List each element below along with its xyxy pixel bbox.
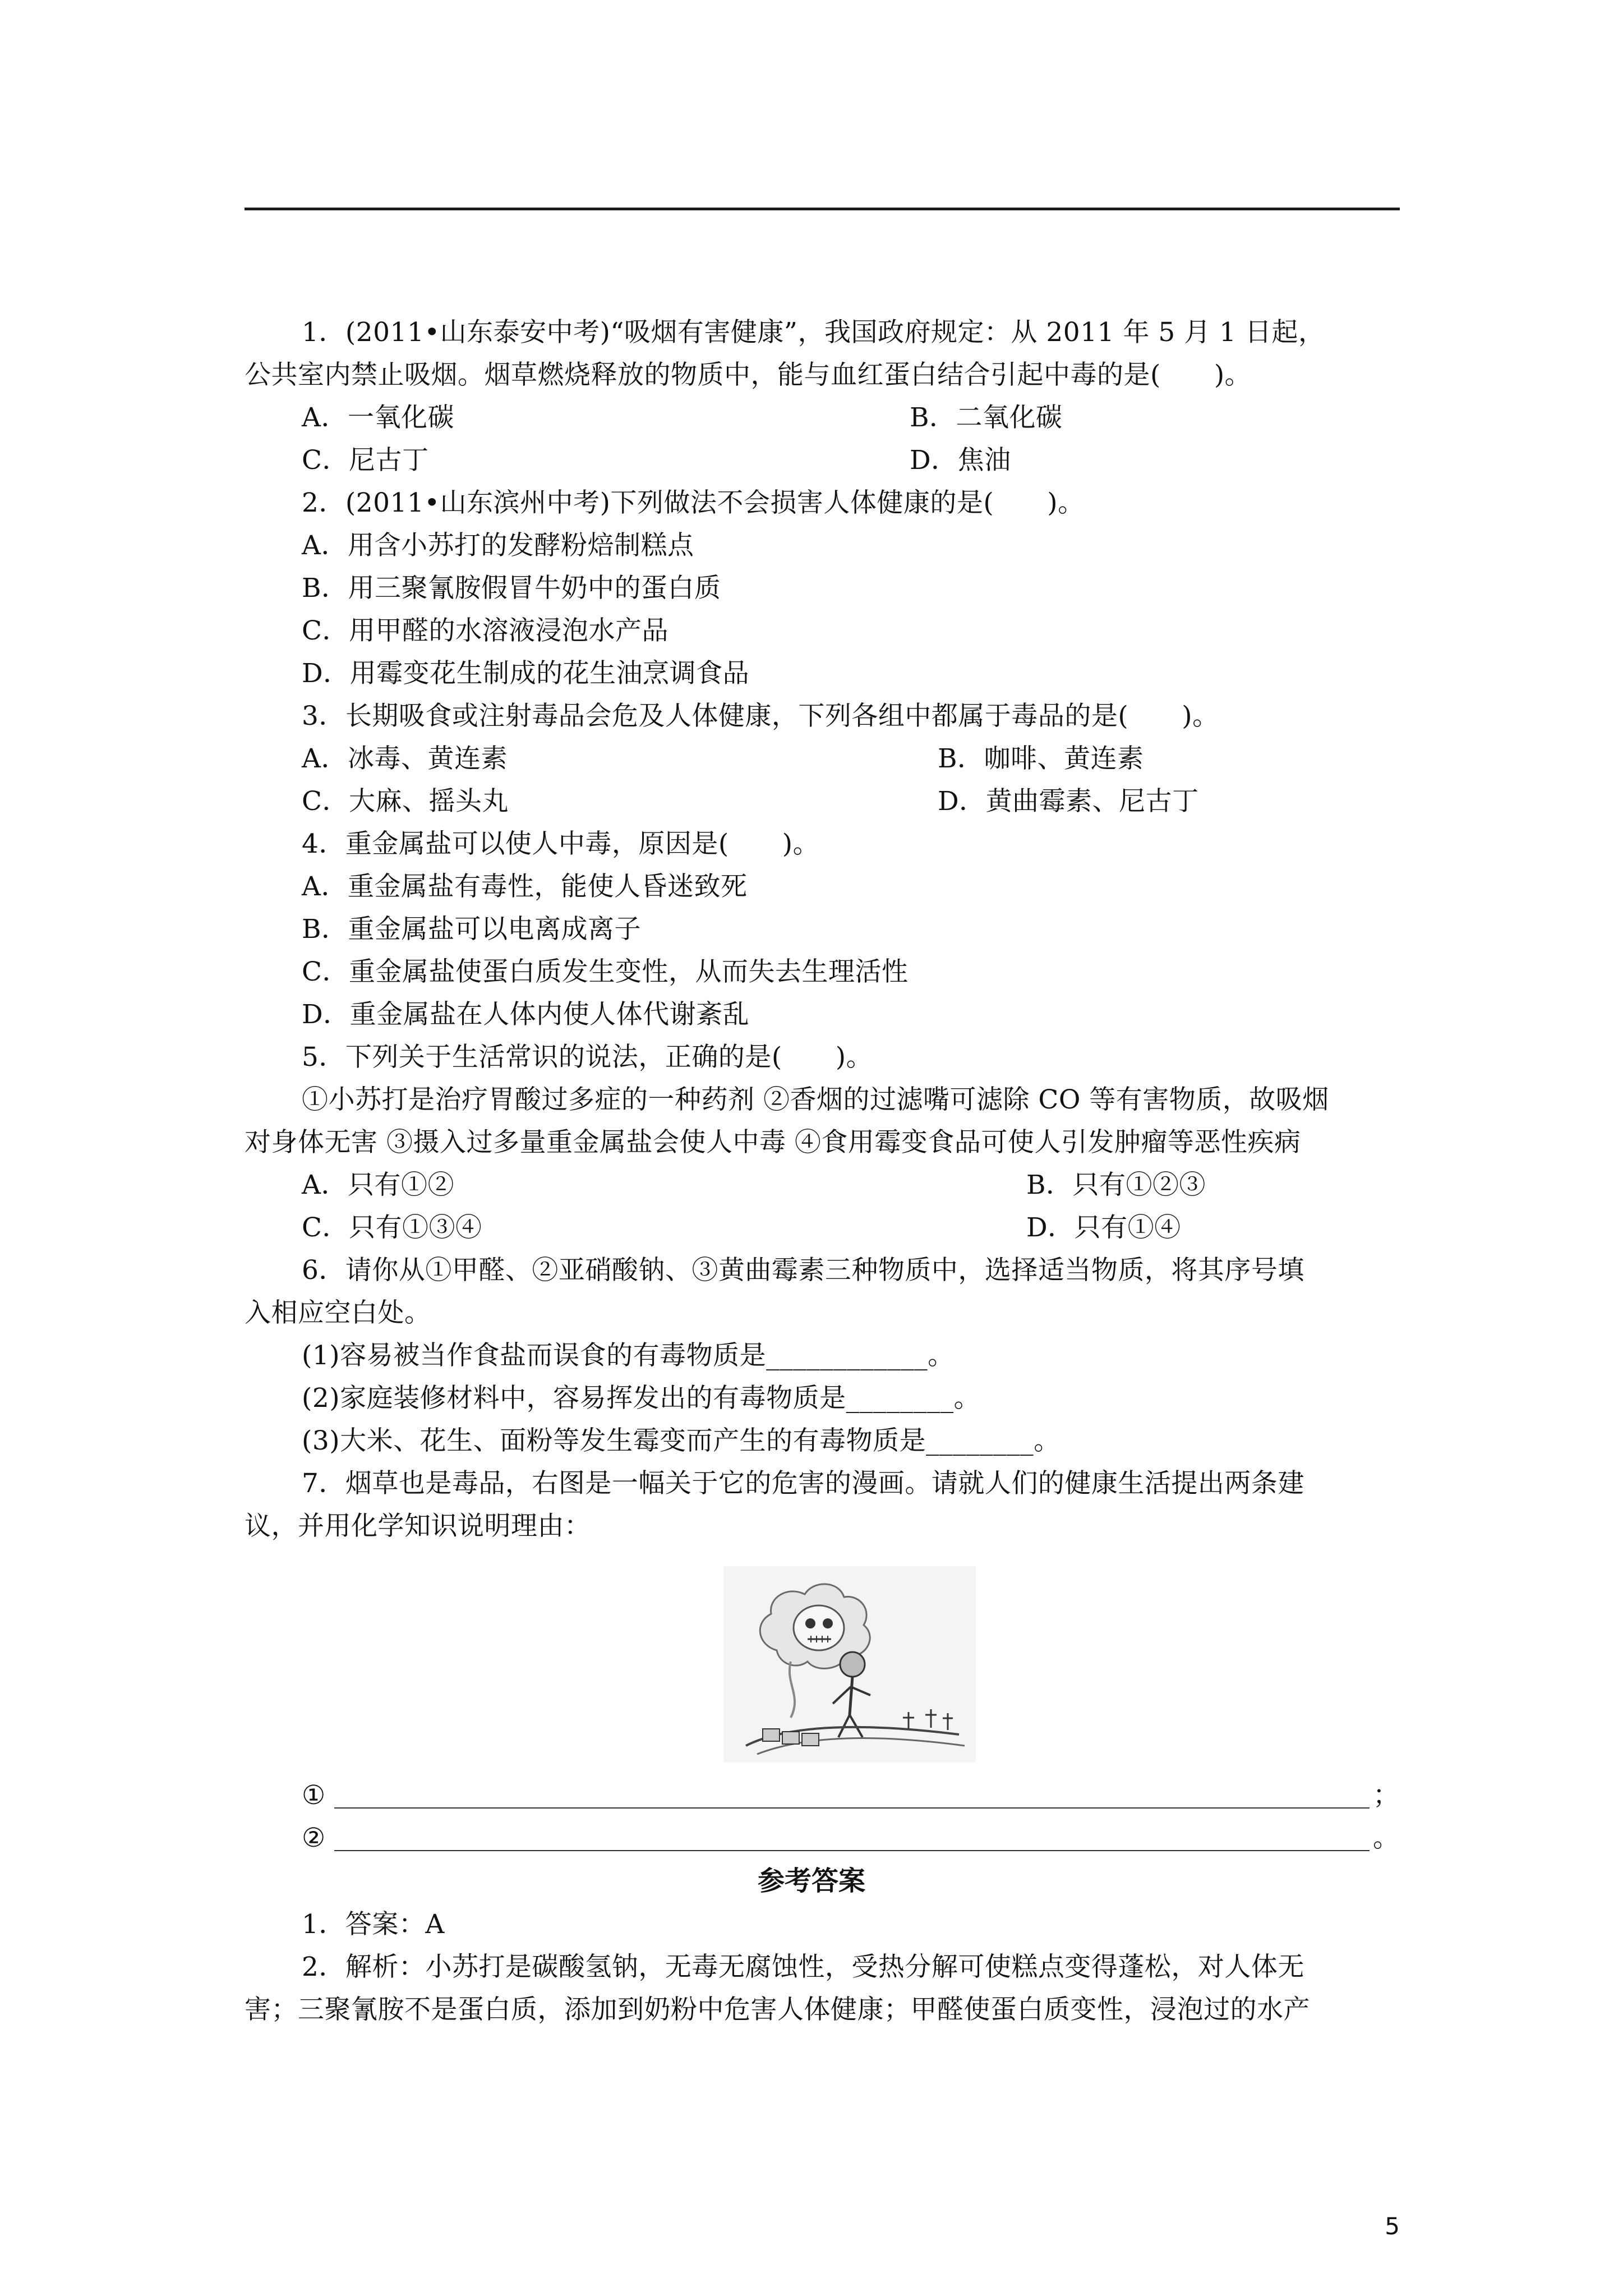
q3-option-c: C．大麻、摇头丸 bbox=[302, 786, 509, 817]
q5-option-a: A．只有①② bbox=[302, 1170, 454, 1200]
q1-option-c: C．尼古丁 bbox=[302, 445, 429, 476]
q7-stem-line-2: 议，并用化学知识说明理由： bbox=[245, 1511, 591, 1542]
smoking-cartoon-image bbox=[723, 1566, 976, 1763]
q4-option-d: D．重金属盐在人体内使人体代谢紊乱 bbox=[302, 999, 750, 1030]
q4-option-b: B．重金属盐可以电离成离子 bbox=[302, 914, 642, 945]
page-number: 5 bbox=[1385, 2212, 1400, 2240]
answer-2-marker: ② bbox=[302, 1823, 326, 1853]
q3-stem: 3．长期吸食或注射毒品会危及人体健康，下列各组中都属于毒品的是( )。 bbox=[302, 701, 1219, 731]
answer-1-text: 1．答案：A bbox=[302, 1909, 445, 1940]
q7-stem-line-1: 7．烟草也是毒品，右图是一幅关于它的危害的漫画。请就人们的健康生活提出两条建 bbox=[302, 1468, 1304, 1499]
q6-sub-3: (3)大米、花生、面粉等发生霉变而产生的有毒物质是________。 bbox=[302, 1425, 1061, 1456]
q6-sub-1: (1)容易被当作食盐而误食的有毒物质是____________。 bbox=[302, 1340, 955, 1371]
q6-stem-line-1: 6．请你从①甲醛、②亚硝酸钠、③黄曲霉素三种物质中，选择适当物质，将其序号填 bbox=[302, 1255, 1304, 1286]
answers-heading: 参考答案 bbox=[757, 1865, 865, 1897]
q1-stem-line-2: 公共室内禁止吸烟。烟草燃烧释放的物质中，能与血红蛋白结合引起中毒的是( )。 bbox=[245, 360, 1252, 390]
answer-1-blank[interactable] bbox=[334, 1807, 1370, 1809]
q3-option-b: B．咖啡、黄连素 bbox=[938, 743, 1144, 774]
answer-1-end: ； bbox=[1373, 1780, 1400, 1811]
q1-option-b: B．二氧化碳 bbox=[910, 402, 1063, 433]
q4-option-a: A．重金属盐有毒性，能使人昏迷致死 bbox=[302, 871, 748, 902]
answer-2-line-2: 害；三聚氰胺不是蛋白质，添加到奶粉中危害人体健康；甲醛使蛋白质变性，浸泡过的水产 bbox=[245, 1994, 1310, 2025]
q1-option-d: D．焦油 bbox=[910, 445, 1011, 476]
header-rule bbox=[245, 208, 1400, 210]
q2-option-c: C．用甲醛的水溶液浸泡水产品 bbox=[302, 615, 668, 646]
q3-option-d: D．黄曲霉素、尼古丁 bbox=[938, 786, 1199, 817]
q5-body-line-2: 对身体无害 ③摄入过多量重金属盐会使人中毒 ④食用霉变食品可使人引发肿瘤等恶性疾病 bbox=[245, 1127, 1301, 1158]
q6-sub-2: (2)家庭装修材料中，容易挥发出的有毒物质是________。 bbox=[302, 1383, 981, 1414]
q5-stem: 5．下列关于生活常识的说法，正确的是( )。 bbox=[302, 1042, 873, 1073]
q5-body-line-1: ①小苏打是治疗胃酸过多症的一种药剂 ②香烟的过滤嘴可滤除 CO 等有害物质，故吸烟 bbox=[302, 1084, 1329, 1115]
answer-2-end: 。 bbox=[1373, 1823, 1400, 1853]
answer-2-blank[interactable] bbox=[334, 1850, 1370, 1851]
q4-option-c: C．重金属盐使蛋白质发生变性，从而失去生理活性 bbox=[302, 956, 909, 987]
q2-option-d: D．用霉变花生制成的花生油烹调食品 bbox=[302, 658, 750, 689]
q2-option-a: A．用含小苏打的发酵粉焙制糕点 bbox=[302, 530, 694, 561]
q6-stem-line-2: 入相应空白处。 bbox=[245, 1297, 431, 1328]
q5-option-c: C．只有①③④ bbox=[302, 1212, 482, 1243]
q3-option-a: A．冰毒、黄连素 bbox=[302, 743, 508, 774]
q5-option-b: B．只有①②③ bbox=[1026, 1170, 1206, 1200]
q1-stem-line-1: 1．(2011•山东泰安中考)“吸烟有害健康”，我国政府规定：从 2011 年 5 月 1 日起， bbox=[302, 317, 1325, 348]
answer-2-line-1: 2．解析：小苏打是碳酸氢钠，无毒无腐蚀性，受热分解可使糕点变得蓬松，对人体无 bbox=[302, 1952, 1304, 1982]
q2-stem: 2．(2011•山东滨州中考)下列做法不会损害人体健康的是( )。 bbox=[302, 487, 1085, 518]
answer-1-marker: ① bbox=[302, 1780, 326, 1811]
q2-option-b: B．用三聚氰胺假冒牛奶中的蛋白质 bbox=[302, 573, 721, 604]
q5-option-d: D．只有①④ bbox=[1026, 1212, 1181, 1243]
q4-stem: 4．重金属盐可以使人中毒，原因是( )。 bbox=[302, 829, 820, 859]
q1-option-a: A．一氧化碳 bbox=[302, 402, 454, 433]
